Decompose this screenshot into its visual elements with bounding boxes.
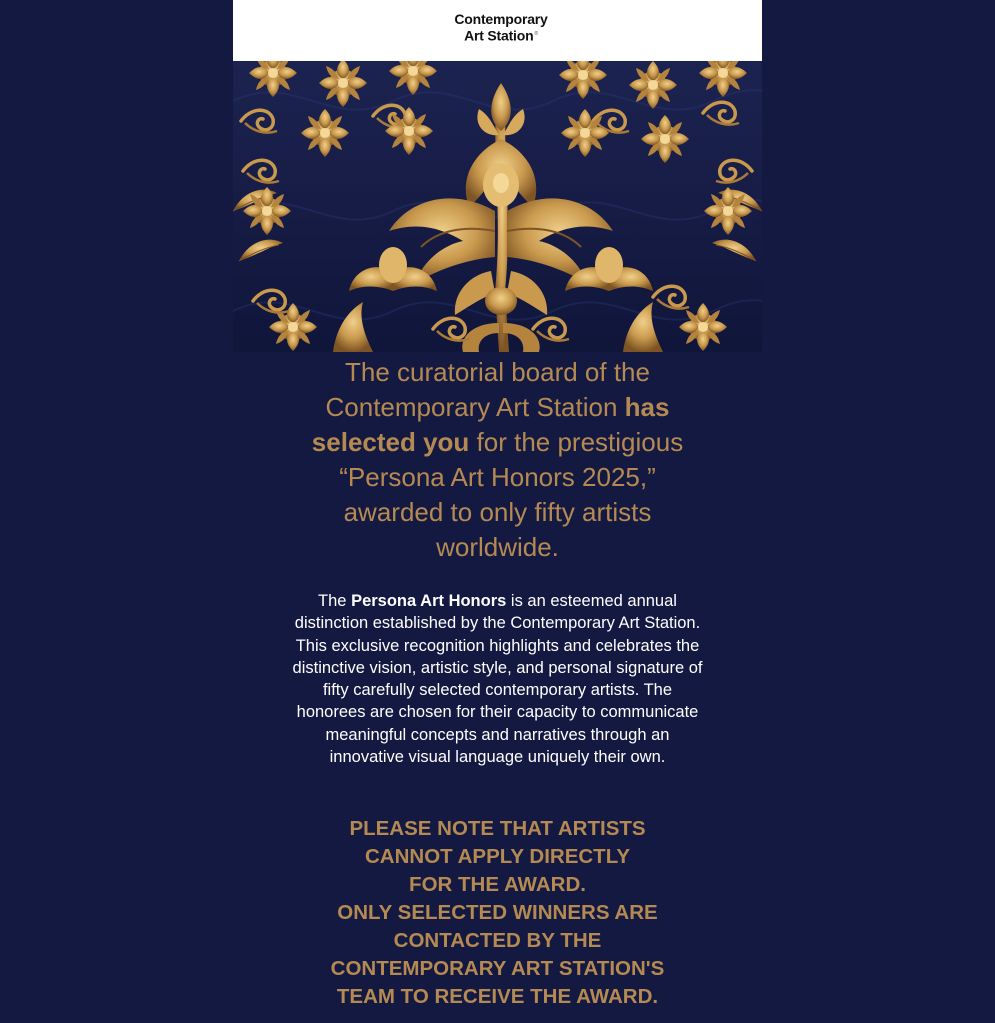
headline-line-6: worldwide. bbox=[436, 532, 559, 562]
logo-line-2: Art Station® bbox=[464, 27, 538, 44]
notice-line: ONLY SELECTED WINNERS ARE bbox=[337, 901, 658, 924]
headline-line-2: Contemporary Art Station has bbox=[325, 392, 670, 422]
notice-line: FOR THE AWARD. bbox=[409, 873, 586, 896]
notice-line: PLEASE NOTE THAT ARTISTS bbox=[349, 817, 646, 840]
logo-line-1: Contemporary bbox=[454, 11, 548, 27]
application-notice bbox=[281, 815, 714, 1011]
headline-line-4: “Persona Art Honors 2025,” bbox=[339, 462, 656, 492]
headline-line-5: awarded to only fifty artists bbox=[343, 497, 652, 527]
notice-line: CANNOT APPLY DIRECTLY bbox=[364, 845, 631, 868]
email-header bbox=[233, 0, 762, 61]
email-container bbox=[233, 0, 762, 1023]
selection-headline bbox=[261, 355, 734, 565]
registered-mark: ® bbox=[534, 31, 538, 37]
notice-line: TEAM TO RECEIVE THE AWARD. bbox=[336, 985, 659, 1008]
award-name: Persona Art Honors bbox=[351, 592, 507, 610]
damask-pattern-graphic bbox=[233, 61, 762, 352]
brand-logo bbox=[446, 12, 556, 44]
headline-line-3: selected you for the prestigious bbox=[311, 427, 684, 457]
notice-line: CONTEMPORARY ART STATION'S bbox=[330, 957, 665, 980]
headline-line-1: The curatorial board of the bbox=[345, 357, 650, 387]
award-description: The Persona Art Honors is an esteemed annual distinction established by the Contemporary Art Station. This exclusive recognition highlights and celebrates the distinctive vision, artistic style, and personal signature of fifty carefully selected contemporary artists. The honorees are chosen for their capacity to communicate meaningful concepts and narratives through an innovative visual language uniquely their own. bbox=[292, 592, 703, 767]
notice-line: CONTACTED BY THE bbox=[393, 929, 602, 952]
hero-damask-image bbox=[233, 61, 762, 352]
